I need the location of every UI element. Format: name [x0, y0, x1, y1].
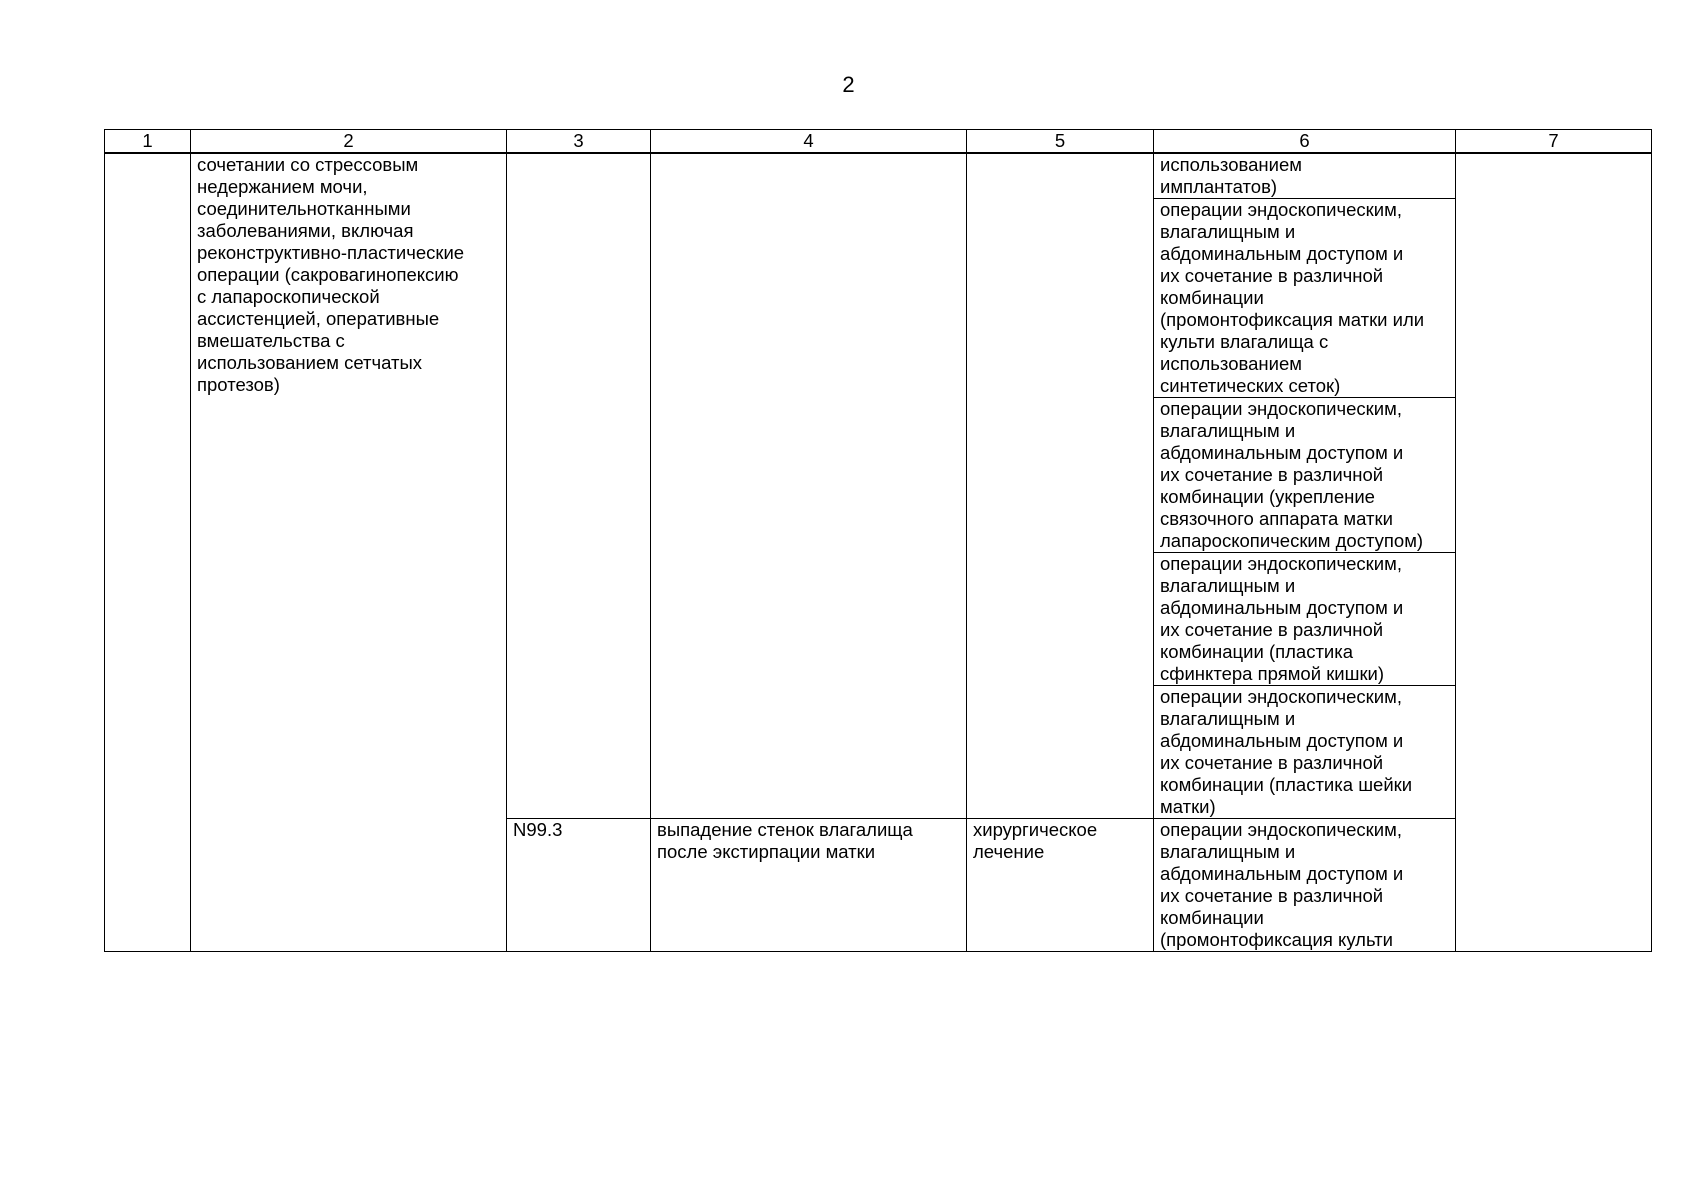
- method-text: операции эндоскопическим, влагалищным и абдоминальным доступом и их сочетание в различной комбинации (промонтофиксация матки или культи влагалища с использованием синтетических сеток): [1160, 199, 1425, 396]
- method-text: операции эндоскопическим, влагалищным и абдоминальным доступом и их сочетание в различной комбинации (пластика шейки матки): [1160, 686, 1413, 817]
- cell-col-6-method-2: [1154, 199, 1456, 398]
- cell-col-2-description: [191, 153, 507, 952]
- cell-col-3-code: [507, 819, 651, 952]
- header-col-2: 2: [191, 130, 507, 154]
- cell-col-6-method-3: [1154, 398, 1456, 553]
- cell-col-1: [105, 153, 191, 952]
- cell-col-5-treatment: [967, 819, 1154, 952]
- table-row: [105, 153, 1652, 199]
- cell-col-6-method-5: [1154, 686, 1456, 819]
- cell-col-4: [651, 153, 967, 819]
- cell-col-3: [507, 153, 651, 819]
- cell-col-5: [967, 153, 1154, 819]
- description-text: сочетании со стрессовым недержанием мочи, соединительнотканными заболеваниями, включая реконструктивно-пластические операции (сакровагинопексию с лапароскопической ассистенцией, оперативные вмешательства с использованием сетчатых протезов): [197, 154, 465, 395]
- cell-col-6-method-1: [1154, 153, 1456, 199]
- cell-col-6-method-4: [1154, 553, 1456, 686]
- method-text: операции эндоскопическим, влагалищным и абдоминальным доступом и их сочетание в различной комбинации (промонтофиксация культи: [1160, 819, 1404, 950]
- header-col-6: 6: [1154, 130, 1456, 154]
- cell-col-7: [1456, 153, 1652, 952]
- page-number: 2: [842, 72, 855, 97]
- cell-col-4-diagnosis: [651, 819, 967, 952]
- header-col-5: 5: [967, 130, 1154, 154]
- header-col-1: 1: [105, 130, 191, 154]
- medical-care-table: [104, 129, 1652, 952]
- method-text: операции эндоскопическим, влагалищным и абдоминальным доступом и их сочетание в различной комбинации (пластика сфинктера прямой кишки): [1160, 553, 1404, 684]
- method-text: использованием имплантатов): [1160, 154, 1302, 197]
- cell-col-6-method-6: [1154, 819, 1456, 952]
- header-row: [105, 130, 1652, 154]
- treatment-text: хирургическое лечение: [973, 819, 1098, 862]
- method-text: операции эндоскопическим, влагалищным и абдоминальным доступом и их сочетание в различной комбинации (укрепление связочного аппарата матки лапароскопическим доступом): [1160, 398, 1424, 551]
- diagnosis-text: выпадение стенок влагалища после экстирпации матки: [657, 819, 913, 862]
- code-text: N99.3: [513, 819, 563, 840]
- header-col-4: 4: [651, 130, 967, 154]
- header-col-7: 7: [1456, 130, 1652, 154]
- header-col-3: 3: [507, 130, 651, 154]
